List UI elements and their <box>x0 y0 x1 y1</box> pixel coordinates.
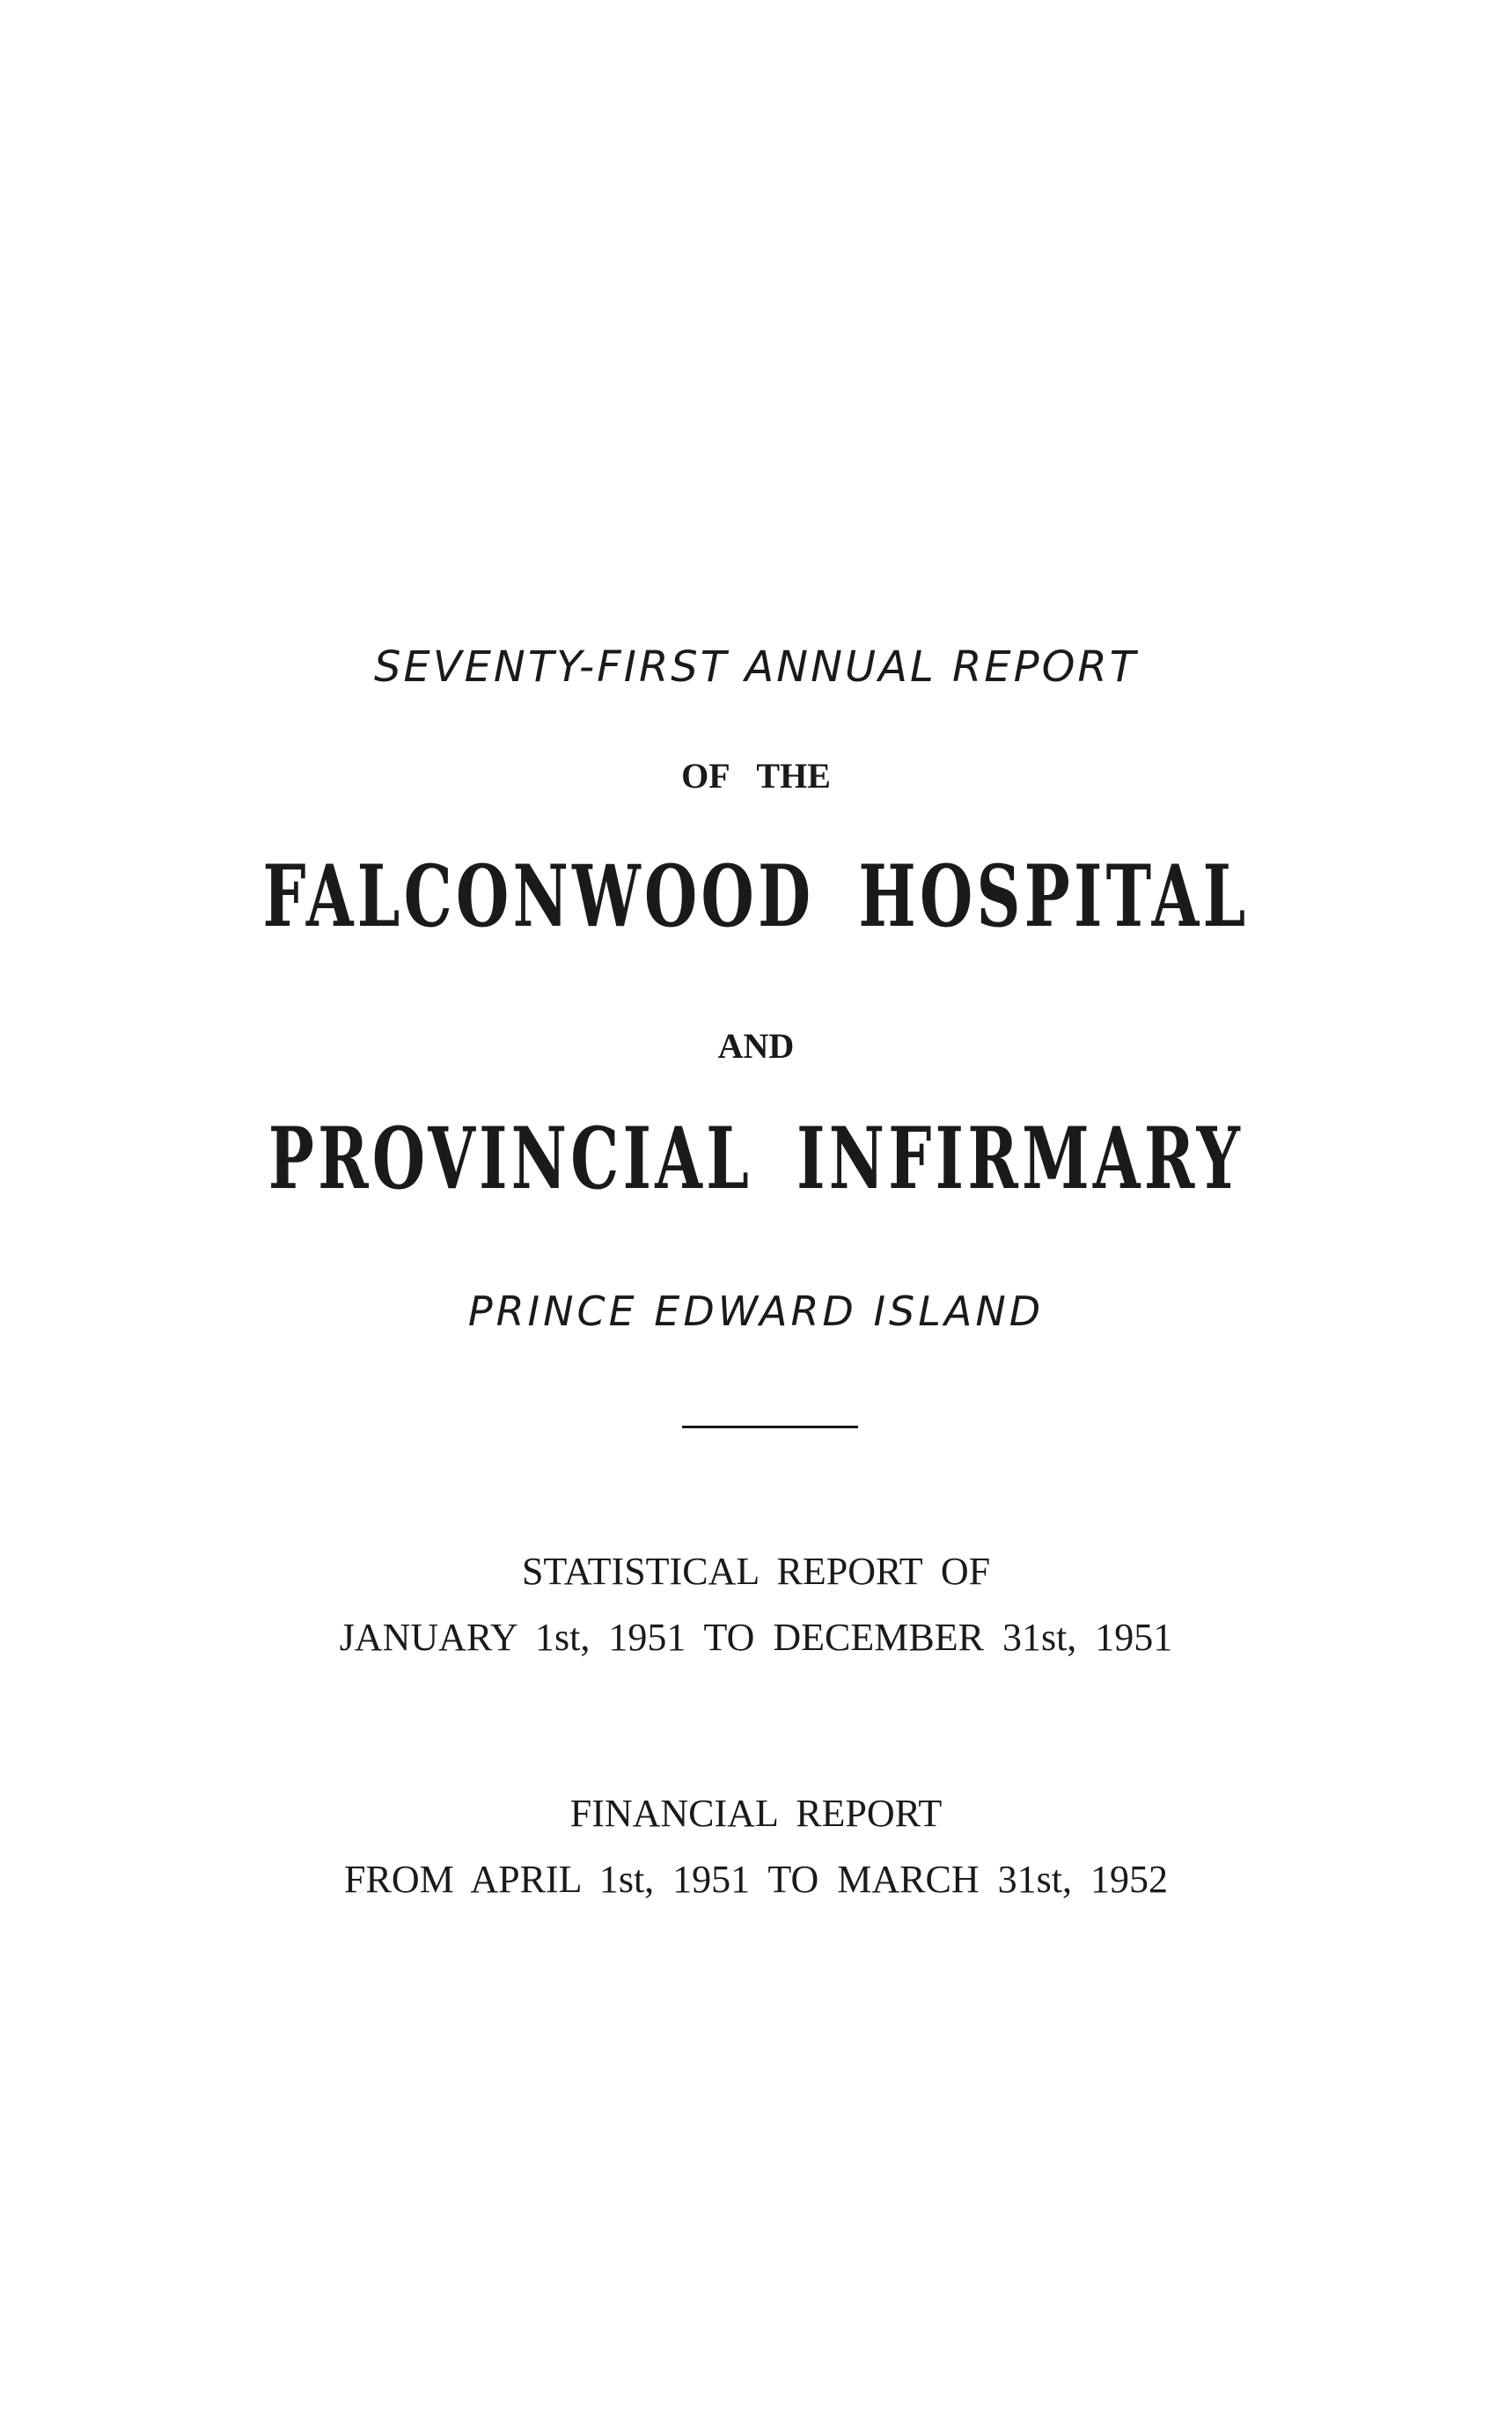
financial-report-period: FROM APRIL 1st, 1951 TO MARCH 31st, 1952 <box>344 1858 1168 1901</box>
infirmary-name: PROVINCIAL INFIRMARY <box>268 1109 1244 1208</box>
divider-rule <box>682 1426 858 1428</box>
of-the-text: OF THE <box>681 756 831 796</box>
statistical-report-period: JANUARY 1st, 1951 TO DECEMBER 31st, 1951 <box>339 1616 1173 1659</box>
report-title: SEVENTY-FIRST ANNUAL REPORT <box>373 642 1139 692</box>
location-text: PRINCE EDWARD ISLAND <box>467 1287 1045 1335</box>
and-text: AND <box>717 1026 795 1066</box>
financial-report-heading: FINANCIAL REPORT <box>569 1792 943 1835</box>
statistical-report-heading: STATISTICAL REPORT OF <box>521 1550 991 1593</box>
hospital-name: FALCONWOOD HOSPITAL <box>262 847 1250 946</box>
